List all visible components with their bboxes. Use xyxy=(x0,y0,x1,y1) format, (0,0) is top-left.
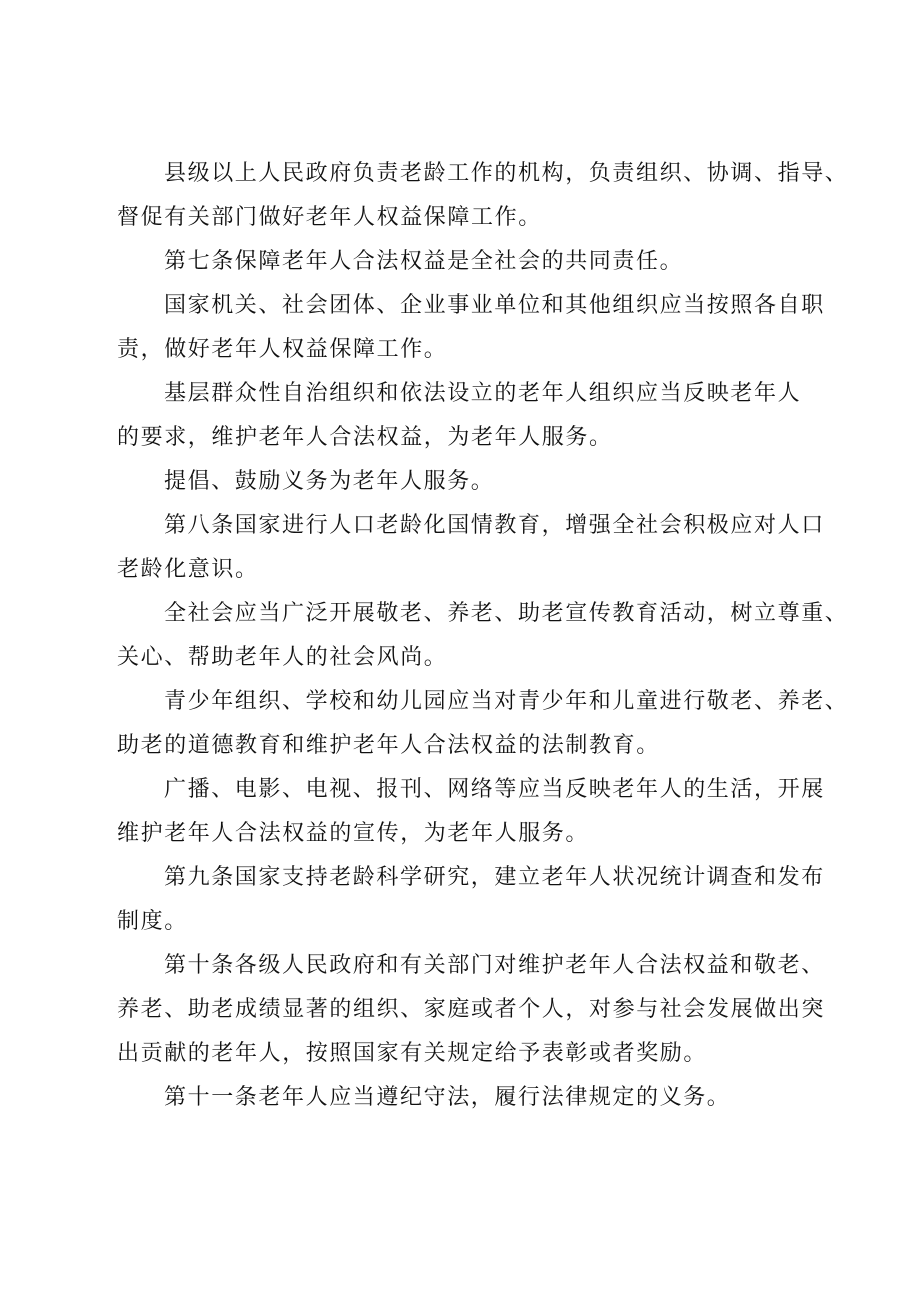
paragraph-line: 基层群众性自治组织和依法设立的老年人组织应当反映老年人 xyxy=(164,381,802,406)
document-body xyxy=(117,152,849,1120)
paragraph-line: 出贡献的老年人，按照国家有关规定给予表彰或者奖励。 xyxy=(117,1041,708,1066)
paragraph-line: 养老、助老成绩显著的组织、家庭或者个人，对参与社会发展做出突 xyxy=(117,997,826,1022)
paragraph-line: 青少年组织、学校和幼儿园应当对青少年和儿童进行敬老、养老、 xyxy=(164,689,849,714)
paragraph-article-10 xyxy=(117,944,826,1076)
paragraph-youth-education xyxy=(117,680,849,768)
paragraph-volunteer xyxy=(117,460,817,504)
paragraph-line: 维护老年人合法权益的宣传，为老年人服务。 xyxy=(117,821,590,846)
paragraph-line: 第九条国家支持老龄科学研究，建立老年人状况统计调查和发布 xyxy=(164,865,825,890)
paragraph-line: 国家机关、社会团体、企业事业单位和其他组织应当按照各自职 xyxy=(164,293,825,318)
paragraph-article-9 xyxy=(117,856,825,944)
paragraph-line: 的要求，维护老年人合法权益，为老年人服务。 xyxy=(117,425,613,450)
paragraph-article-7 xyxy=(117,240,817,284)
paragraph-line: 督促有关部门做好老年人权益保障工作。 xyxy=(117,205,542,230)
paragraph-line: 县级以上人民政府负责老龄工作的机构，负责组织、协调、指导、 xyxy=(164,161,849,186)
paragraph-line: 第十条各级人民政府和有关部门对维护老年人合法权益和敬老、 xyxy=(164,953,825,978)
paragraph-line: 助老的道德教育和维护老年人合法权益的法制教育。 xyxy=(117,733,660,758)
paragraph-state-organs xyxy=(117,284,825,372)
paragraph-line: 第七条保障老年人合法权益是全社会的共同责任。 xyxy=(164,249,684,274)
paragraph-line: 广播、电影、电视、报刊、网络等应当反映老年人的生活，开展 xyxy=(164,777,825,802)
paragraph-line: 提倡、鼓励义务为老年人服务。 xyxy=(164,469,495,494)
paragraph-line: 第八条国家进行人口老龄化国情教育，增强全社会积极应对人口 xyxy=(164,513,825,538)
paragraph-grassroots xyxy=(117,372,817,460)
paragraph-line: 责，做好老年人权益保障工作。 xyxy=(117,337,448,362)
paragraph-line: 全社会应当广泛开展敬老、养老、助老宣传教育活动，树立尊重、 xyxy=(164,601,849,626)
paragraph-media xyxy=(117,768,825,856)
paragraph-line: 老龄化意识。 xyxy=(117,557,259,582)
paragraph-society-respect xyxy=(117,592,849,680)
paragraph-line: 第十一条老年人应当遵纪守法，履行法律规定的义务。 xyxy=(164,1085,731,1110)
paragraph-article-11 xyxy=(117,1076,817,1120)
paragraph-aging-agency xyxy=(117,152,849,240)
paragraph-line: 关心、帮助老年人的社会风尚。 xyxy=(117,645,448,670)
paragraph-line: 制度。 xyxy=(117,909,188,934)
paragraph-article-8 xyxy=(117,504,825,592)
